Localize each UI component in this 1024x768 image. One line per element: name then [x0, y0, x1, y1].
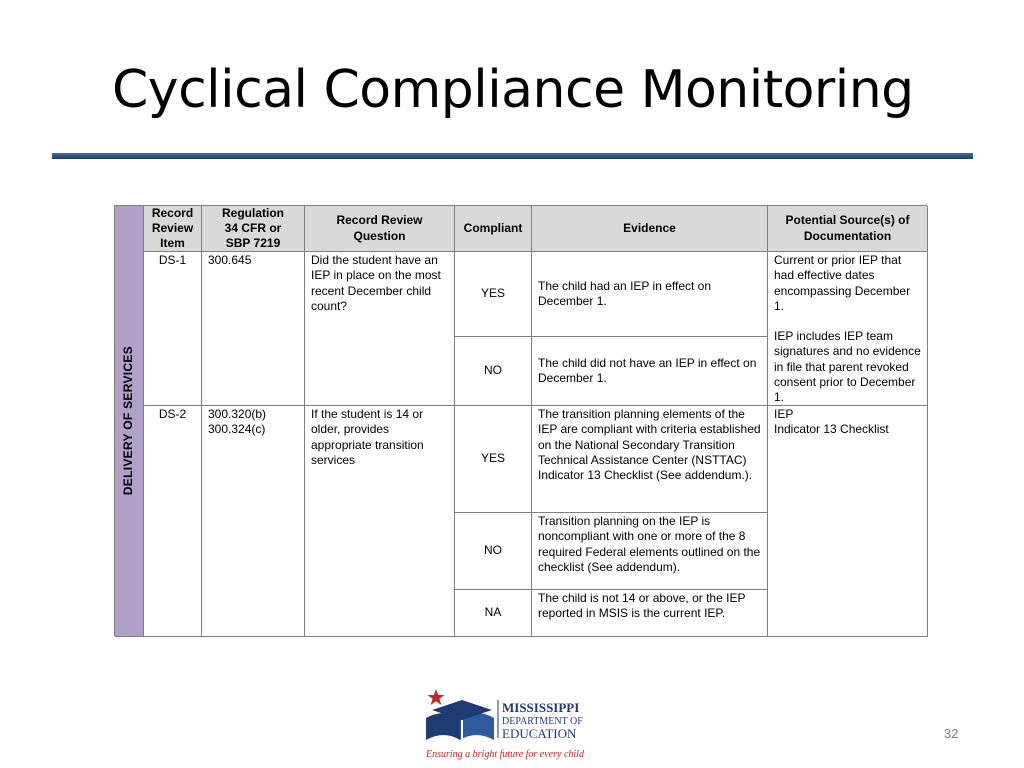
section-side-label — [115, 206, 144, 637]
ds1-yes-evidence-text: The child had an IEP in effect on December 1. — [538, 278, 712, 308]
page-number: 32 — [944, 726, 959, 741]
ds2-no-evidence: Transition planning on the IEP is noncompliant with one or more of the 8 required Federal elements outlined on the checklist (See addendum). — [532, 513, 768, 590]
ds2-na-evidence: The child is not 14 or above, or the IEP reported in MSIS is the current IEP. — [532, 590, 768, 637]
header-evidence: Evidence — [532, 206, 768, 252]
ds2-question: If the student is 14 or older, provides appropriate transition services — [305, 406, 455, 637]
header-sources: Potential Source(s) of Documentation — [768, 206, 928, 252]
section-label-text: DELIVERY OF SERVICES — [121, 346, 136, 496]
ds2-regulation — [202, 406, 305, 637]
slide-title: Cyclical Compliance Monitoring — [112, 60, 914, 120]
ds2-sources-2: Indicator 13 Checklist — [774, 422, 889, 437]
star-icon — [428, 689, 445, 705]
compliance-table — [114, 205, 927, 636]
ds1-yes-evidence — [532, 252, 768, 337]
ds2-regulation-2: 300.324(c) — [208, 422, 266, 437]
mde-logo — [422, 688, 602, 764]
logo-line-1: MISSISSIPPI — [502, 700, 580, 715]
ds1-question: Did the student have an IEP in place on the most recent December child count? — [305, 252, 455, 406]
ds2-regulation-1: 300.320(b) — [208, 407, 267, 421]
ds2-na-label: NA — [455, 590, 532, 637]
ds2-sources-1: IEP — [774, 407, 794, 421]
ds1-yes-label: YES — [455, 252, 532, 337]
ds1-sources — [768, 252, 928, 406]
logo-line-3: EDUCATION — [502, 726, 577, 741]
ds1-no-evidence — [532, 337, 768, 406]
ds1-item: DS-1 — [144, 252, 202, 406]
header-question: Record Review Question — [305, 206, 455, 252]
ds2-no-label: NO — [455, 513, 532, 590]
logo-tagline: Ensuring a bright future for every child — [426, 749, 584, 760]
title-divider — [52, 153, 973, 159]
header-item: Record Review Item — [144, 206, 202, 252]
ds1-no-evidence-text: The child did not have an IEP in effect on December 1. — [538, 355, 757, 385]
ds1-regulation: 300.645 — [202, 252, 305, 406]
header-regulation: Regulation 34 CFR or SBP 7219 — [202, 206, 305, 252]
header-compliant: Compliant — [455, 206, 532, 252]
ds2-yes-evidence: The transition planning elements of the IEP are compliant with criteria established on the National Secondary Transition Technical Assistance Center (NSTTAC) Indicator 13 Checklist (See addendum.). — [532, 406, 768, 513]
logo-line-2: DEPARTMENT OF — [502, 716, 583, 727]
ds1-no-label: NO — [455, 337, 532, 406]
ds2-item: DS-2 — [144, 406, 202, 637]
ds2-sources — [768, 406, 928, 637]
ds1-sources-2: IEP includes IEP team signatures and no evidence in file that parent revoked consent prior to December 1. — [774, 329, 921, 405]
ds2-yes-label: YES — [455, 406, 532, 513]
ds1-sources-1: Current or prior IEP that had effective dates encompassing December 1. — [774, 253, 911, 313]
